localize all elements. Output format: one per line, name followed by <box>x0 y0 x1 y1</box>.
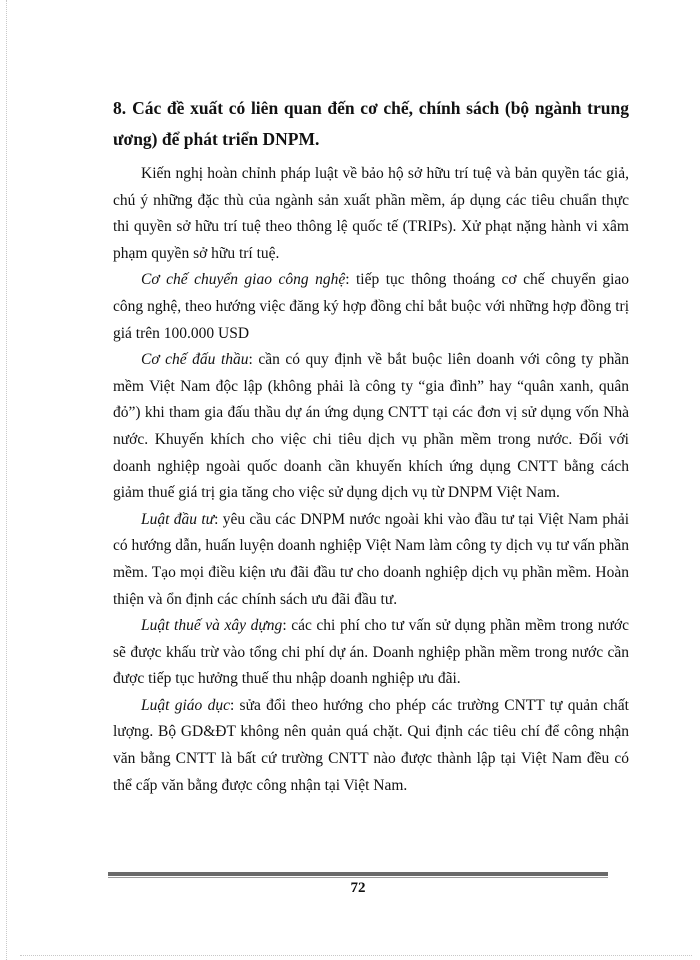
paragraph-text: : sửa đổi theo hướng cho phép các trường CNTT tự quản chất lượng. Bộ GD&ĐT không nên quản quá chặt. Qui định các tiêu chí để công nhận văn bằng CNTT là bất cứ trường CNTT nào được thành lập tại Việt Nam đều có thể cấp văn bằng được công nhận tại Việt Nam. <box>113 696 629 794</box>
paragraph-bidding <box>113 347 629 507</box>
paragraph-tax-construction-law <box>113 613 629 693</box>
paragraph-lead: Cơ chế đấu thầu <box>141 351 249 369</box>
footer-rule <box>108 872 608 876</box>
paragraph-text: Kiến nghị hoàn chỉnh pháp luật về bảo hộ sở hữu trí tuệ và bản quyền tác giả, chú ý những đặc thù của ngành sản xuất phần mềm, áp dụng các tiêu chuẩn thực thi quyền sở hữu trí tuệ theo thông lệ quốc tế (TRIPs). Xử phạt nặng hành vi xâm phạm quyền sở hữu trí tuệ. <box>113 165 629 262</box>
paragraph-education-law <box>113 693 629 799</box>
paragraph-lead: Cơ chế chuyển giao công nghệ <box>141 271 346 289</box>
paragraph-text: : các chi phí cho tư vấn sử dụng phần mềm trong nước sẽ được khấu trừ vào tổng chi phí dự án. Doanh nghiệp phần mềm trong nước cần được tiếp tục hưởng thuế thu nhập doanh nghiệp ưu đãi. <box>113 617 629 688</box>
section-title: Các đề xuất có liên quan đến cơ chế, chính sách (bộ ngành trung ương) để phát triển DNPM. <box>113 98 629 149</box>
paragraph-lead: Luật thuế và xây dựng <box>141 617 283 635</box>
footer-rule-thin <box>108 877 608 878</box>
bottom-margin-rule <box>20 955 692 956</box>
page-number: 72 <box>350 880 366 896</box>
section-heading <box>113 93 629 155</box>
paragraph-text: : yêu cầu các DNPM nước ngoài khi vào đầu tư tại Việt Nam phải có hướng dẫn, huấn luyện doanh nghiệp Việt Nam làm công ty dịch vụ tư vấn phần mềm. Tạo mọi điều kiện ưu đãi đầu tư cho doanh nghiệp dịch vụ phần mềm. Hoàn thiện và ổn định các chính sách ưu đãi đầu tư. <box>113 510 630 608</box>
page-content <box>113 93 629 799</box>
paragraph-technology-transfer <box>113 267 629 347</box>
paragraph-text: : tiếp tục thông thoáng cơ chế chuyển giao công nghệ, theo hướng việc đăng ký hợp đồng chỉ bắt buộc với những hợp đồng trị giá trên 100.000 USD <box>113 271 629 342</box>
paragraph-ip-law <box>113 161 629 267</box>
paragraph-lead: Luật giáo dục <box>141 696 230 714</box>
paragraph-text: : cần có quy định về bắt buộc liên doanh với công ty phần mềm Việt Nam độc lập (không phải là công ty “gia đình” hay “quân xanh, quân đỏ”) khi tham gia đấu thầu dự án ứng dụng CNTT tại các đơn vị sử dụng vốn Nhà nước. Khuyến khích cho việc chi tiêu dịch vụ phần mềm trong nước. Đối với doanh nghiệp ngoài quốc doanh cần khuyến khích ứng dụng CNTT bằng cách giảm thuế giá trị gia tăng cho việc sử dụng dịch vụ từ DNPM Việt Nam. <box>113 351 629 502</box>
left-margin-rule <box>6 0 7 960</box>
section-number: 8. <box>113 98 127 118</box>
paragraph-investment-law <box>113 507 629 613</box>
paragraph-lead: Luật đầu tư <box>141 510 215 528</box>
